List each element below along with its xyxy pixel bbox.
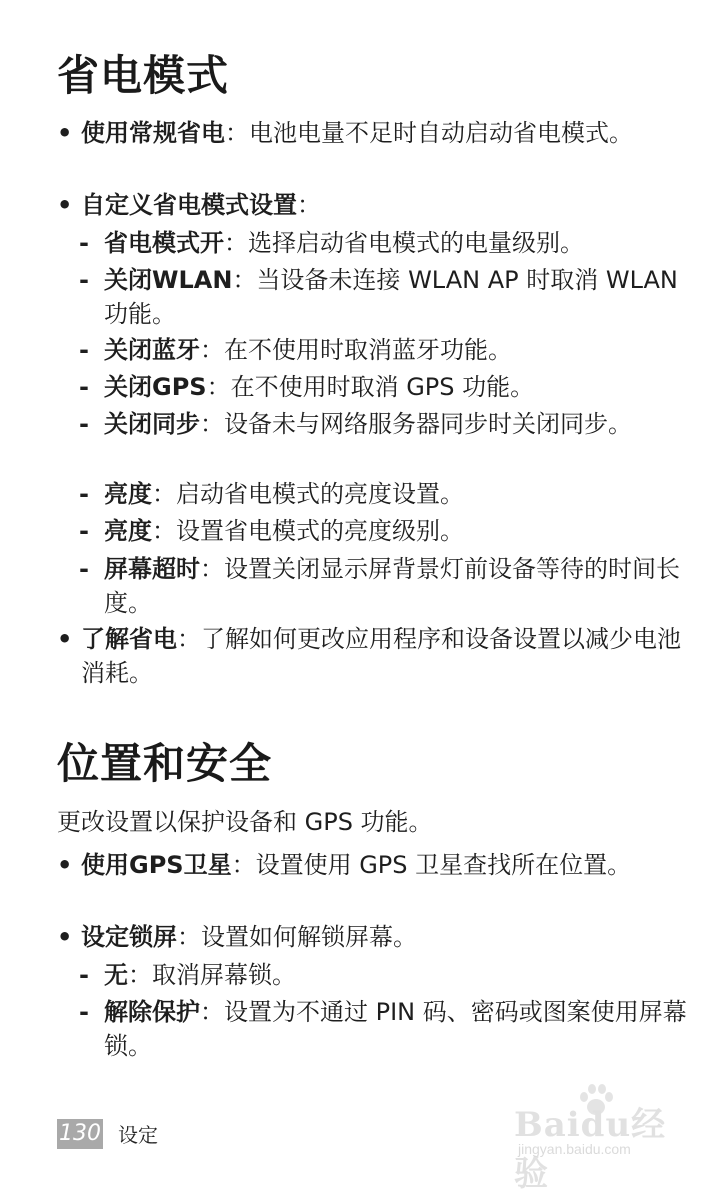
item-term: 关闭WLAN — [104, 266, 233, 294]
item-text: 在不使用时取消蓝牙功能。 — [224, 336, 512, 364]
watermark-logo: Baidu经验 — [514, 1105, 667, 1194]
dash-marker: - — [79, 961, 89, 989]
item-text: 设备未与网络服务器同步时关闭同步。 — [224, 410, 632, 438]
section-intro: 更改设置以保护设备和 GPS 功能。 — [57, 808, 433, 836]
bullet-marker: • — [57, 851, 73, 879]
sub-list-item — [79, 407, 704, 441]
page-number: 130 — [57, 1119, 103, 1149]
sub-list-item — [79, 226, 704, 260]
dash-marker: - — [79, 229, 89, 257]
section-title-location-security: 位置和安全 — [57, 739, 273, 788]
dash-marker: - — [79, 517, 89, 545]
sub-list-item — [79, 514, 704, 548]
item-text: 了解如何更改应用程序和设备设置以减少电池消耗。 — [81, 625, 681, 687]
item-text: 设置使用 GPS 卫星查找所在位置。 — [255, 851, 632, 879]
item-term: 省电模式开 — [104, 229, 224, 257]
item-term: 解除保护 — [104, 998, 200, 1026]
item-term: 亮度 — [104, 517, 152, 545]
item-term: 使用常规省电 — [81, 119, 225, 147]
item-text: 设置省电模式的亮度级别。 — [176, 517, 464, 545]
sub-list-item — [79, 370, 704, 404]
item-separator: ： — [177, 625, 201, 653]
item-term: 设定锁屏 — [81, 923, 177, 951]
item-separator: ： — [200, 998, 224, 1026]
item-term: 了解省电 — [81, 625, 177, 653]
item-separator: ： — [200, 410, 224, 438]
item-separator: ： — [224, 229, 248, 257]
item-text: 启动省电模式的亮度设置。 — [176, 480, 464, 508]
dash-marker: - — [79, 336, 89, 364]
item-separator: ： — [206, 373, 231, 401]
bullet-marker: • — [57, 923, 73, 951]
watermark-url: jingyan.baidu.com — [518, 1141, 631, 1157]
item-term: 自定义省电模式设置 — [81, 191, 297, 219]
bullet-marker: • — [57, 191, 73, 219]
sub-list-item — [79, 995, 704, 1063]
watermark — [514, 1083, 684, 1194]
list-item — [57, 622, 703, 690]
item-separator: ： — [128, 961, 152, 989]
item-text: 取消屏幕锁。 — [152, 961, 296, 989]
item-text: 设置为不通过 PIN 码、密码或图案使用屏幕锁。 — [104, 998, 687, 1060]
item-separator: ： — [231, 851, 256, 879]
dash-marker: - — [79, 373, 89, 401]
list-item — [57, 116, 703, 150]
item-term: 使用GPS卫星 — [81, 851, 232, 879]
bullet-marker: • — [57, 625, 73, 653]
sub-list-item — [79, 552, 704, 620]
item-separator: ： — [177, 923, 201, 951]
bullet-marker: • — [57, 119, 73, 147]
item-text: 当设备未连接 WLAN AP 时取消 WLAN 功能。 — [104, 266, 678, 328]
dash-marker: - — [79, 266, 89, 294]
sub-list-item — [79, 263, 704, 331]
item-text: 设置如何解锁屏幕。 — [201, 923, 417, 951]
item-separator: ： — [152, 480, 176, 508]
item-term: 关闭蓝牙 — [104, 336, 200, 364]
dash-marker: - — [79, 555, 89, 583]
sub-list-item — [79, 333, 704, 367]
item-separator: ： — [200, 336, 224, 364]
item-separator: ： — [297, 191, 321, 219]
dash-marker: - — [79, 480, 89, 508]
dash-marker: - — [79, 998, 89, 1026]
list-item — [57, 848, 703, 882]
item-term: 屏幕超时 — [104, 555, 200, 583]
footer-section-label: 设定 — [118, 1123, 158, 1147]
item-term: 关闭同步 — [104, 410, 200, 438]
item-term: 无 — [104, 961, 128, 989]
section-title-power-saving: 省电模式 — [57, 51, 230, 100]
item-term: 亮度 — [104, 480, 152, 508]
sub-list-item — [79, 958, 704, 992]
item-text: 电池电量不足时自动启动省电模式。 — [249, 119, 633, 147]
sub-list-item — [79, 477, 704, 511]
item-separator: ： — [225, 119, 249, 147]
item-separator: ： — [200, 555, 224, 583]
item-text: 设置关闭显示屏背景灯前设备等待的时间长度。 — [104, 555, 680, 617]
item-separator: ： — [232, 266, 257, 294]
item-term: 关闭GPS — [104, 373, 207, 401]
list-item — [57, 920, 703, 954]
item-text: 选择启动省电模式的电量级别。 — [248, 229, 584, 257]
list-item — [57, 188, 703, 222]
item-separator: ： — [152, 517, 176, 545]
dash-marker: - — [79, 410, 89, 438]
item-text: 在不使用时取消 GPS 功能。 — [230, 373, 535, 401]
